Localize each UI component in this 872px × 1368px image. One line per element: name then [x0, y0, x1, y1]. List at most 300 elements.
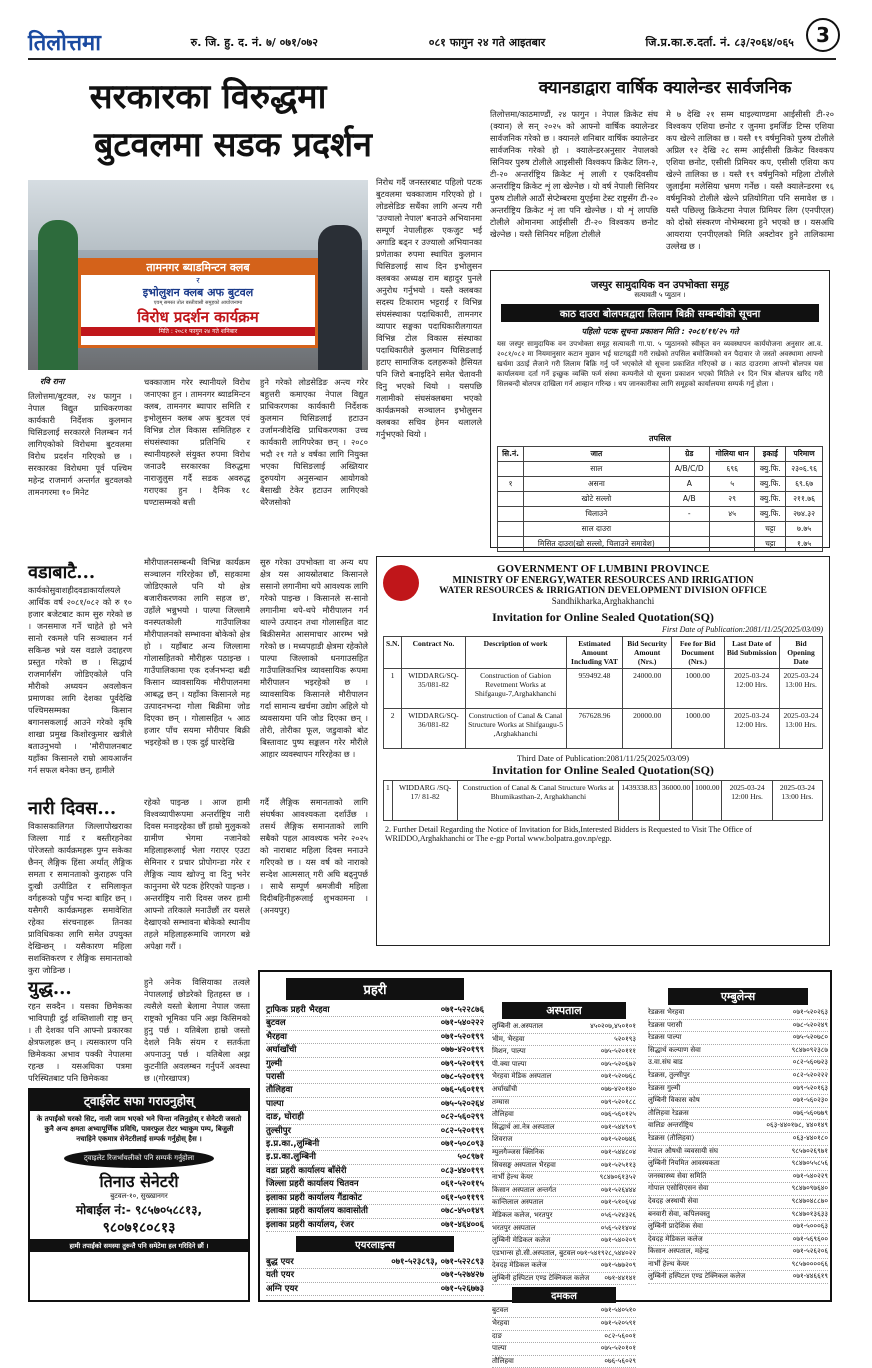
entry-name: तुल्सीपुर: [266, 1125, 292, 1136]
entry-phone: ०७१-५४१९२८,५४४०२२: [576, 1248, 636, 1257]
entry-name: अर्घाखाँची: [492, 1084, 518, 1093]
directory-entry: [648, 1259, 828, 1272]
entry-phone: ०८२-५६०७२३: [792, 1058, 828, 1067]
forest-table-header: ग्रेड: [669, 447, 709, 462]
forest-table-cell: मिसित दाउरा(खो सल्लो, चिलाउने समावेश): [524, 537, 669, 552]
entry-phone: ०५६-५२४३२६: [600, 1210, 636, 1219]
entry-name: रेडक्रस परासी: [648, 1020, 683, 1029]
table-row: [384, 781, 823, 821]
main-article-col4: निरोध गर्दै जनस्तरबाट पहिलो पटक बुटवलमा चक्काजाम गरिएको हो । लोडसेडिङ सधैंका लागि अन्त्य गरी 'उज्यालो नेपाल' बनाउने अभियानमा सम्पूर्ण नेपालीहरू एकजुट भई अगाडि बढ्न र उज्यालो अभियानका प्रणेताका रुपमा स्थापित कुलमान घिसिङलाई साथ दिन इभोलुसन क्लबका अध्यक्ष राम बहादुर पुनले अनुरोध गर्नुभयो । यस्तै क्लबका सदस्य टिकाराम भट्टराई र विभिन्न संघसंस्थाका पदाधिकारी, तामनगर व्यापार सङ्घका पदाधिकारीलगायत विभिन्न टोल विकास संस्थाका पदाधिकारीले कुलमान घिसिङलाई हटाए सामाजिक दलहरूको हैसियत पनि जिरो बनाइदिने समेत चेतावनी दिनु भएको थियो । यसपछि गलामीको संघसंक्लबमा भएको कार्यक्रमको सञ्चालन इभोलुसन क्लबका सचिव हेमन थलालले गर्नुभएको थियो ।: [376, 177, 482, 439]
tender-table-cell: 20000.00: [623, 709, 671, 749]
yuddha-col2: हुने अनेक विसियाका तत्वले नेपाललाई छोडरेको हितहस्त छ । त्यसैले यस्तो बेलामा नेपाल जस्ता राष्ट्रको भूमिका पनि अझ किसिमको हुनु पर्छ । यतिबेला हाम्रो जस्तो देशले निकै संयम र सतर्कता अपनाउनु पर्छ । यतिबेला अझ कुटनीति अवलम्बन गर्नुपर्ने अवस्था छ ।(गोरखापत्र): [144, 977, 250, 1083]
entry-name: गोपाल एसोसिएसन सेवा: [648, 1184, 709, 1193]
directory-entry: [266, 1165, 484, 1178]
directory-entry: [648, 1108, 828, 1121]
entry-phone: ०७१-५४०२२२: [440, 1018, 484, 1029]
entry-name: परासी: [266, 1072, 285, 1083]
directory-entry: [492, 1248, 636, 1261]
entry-name: दाङ, घोराही: [266, 1112, 304, 1123]
directory-entry: [492, 1021, 636, 1034]
forest-table-cell: A/B: [669, 492, 709, 507]
forest-table-cell: A: [669, 477, 709, 492]
entry-name: भरतपुर अस्पताल: [492, 1223, 536, 1232]
directory-entry: [266, 1178, 484, 1191]
main-headline-line1: सरकारका विरुद्धमा: [89, 77, 327, 117]
entry-name: बुटवल: [266, 1018, 286, 1029]
entry-phone: ९८५७००००६६: [791, 1259, 828, 1268]
entry-name: लुम्बिनी नियमित आवस्यकता: [648, 1159, 720, 1168]
entry-phone: ९८४७०४८८७०: [791, 1196, 828, 1205]
directory-entry: [492, 1260, 636, 1273]
forest-table-cell: -: [669, 507, 709, 522]
entry-phone: ०७१-५१०६५४: [600, 1198, 636, 1207]
directory-entry: [492, 1223, 636, 1236]
tender-table-cell: WIDDARG/SQ-35/081-82: [402, 669, 465, 709]
damkal-title: दमकल: [512, 1287, 616, 1303]
entry-phone: ०७८-५२०१९९: [440, 1072, 484, 1083]
directory-entry: [266, 1125, 484, 1138]
forest-table-cell: क्यु.फि.: [755, 462, 786, 477]
tender-table-cell: WIDDARG/SQ-36/081-82: [402, 709, 465, 749]
entry-name: दाङ: [492, 1331, 502, 1340]
directory-entry: [266, 1058, 484, 1071]
entry-phone: ०७१-५२३८९३, ०७१-५२२८९३: [391, 1256, 484, 1267]
entry-name: लुम्बिनी हस्पिटल एण्ड टेक्निकल कलेज: [648, 1272, 746, 1281]
tender-table-cell: 2025-03-24 13:00 Hrs.: [772, 781, 822, 821]
directory-entry: [648, 1183, 828, 1196]
forest-table-header: परिमाण: [786, 447, 823, 462]
ad-mobile-2: ९८०७१८०८१३: [102, 1220, 176, 1236]
forest-table-header: इकाई: [755, 447, 786, 462]
forest-table-cell: [498, 522, 524, 537]
forest-table-cell: [710, 537, 755, 552]
entry-name: रेडक्रस, तुल्सीपुर: [648, 1070, 690, 1079]
directory-entry: [648, 1209, 828, 1222]
yuddha-col1: रहन सक्दैन । यसका छिमेकका भाविपाही दुई शक्तिशाली राष्ट्र छन् । ती देशका पनि आफ्नो प्रकारका क्षेत्रफलहरू छन् । त्यसकारण पनि छिमेकका अभाव पक्की नेपालमा रहन्छ । यसअघिका पत्रमा परिस्थितबाट पनि छिमेकका: [28, 1001, 132, 1083]
notice-org: जस्पुर सामुदायिक वन उपभोक्ता समूह: [591, 280, 729, 291]
entry-phone: ०५६-५२१४०४: [600, 1223, 636, 1232]
directory-entry: [492, 1273, 636, 1286]
entry-phone: ०७१-५२०२६३: [792, 1008, 828, 1016]
ward-col2: मौरीपालनसम्बन्धी विभिन्न कार्यक्रम सञ्चालन गरिरहेका छौं, सहकामा जोडिएकाले पनि यो क्षेत्र बजारीकरणका लागि सहज छ', उहाँले भन्नुभयो । पाल्पा जिल्लामै वनस्पतकोली गाउँपालिका मौरीपालनको सम्भावना बोकेको क्षेत्र हो । यहाँबाट अन्य जिल्लामा गोलासहितको मौरीहरू पठाइन्छ । गाउँपालिकामा एक दर्जनभन्दा बढी किसान व्यावसायिक मौरीपालनमा आबद्ध छन् । यहाँका किसानले मह उत्पादनभन्दा गोला बिक्रीमा जोड दिएका छन् । गोलासहित ५ आठ हजार पाँच सयमा मौरीपार बिक्री भइरहेको छ । एक दुई घारदेखि: [144, 557, 250, 747]
entry-name: भैरहवा: [492, 1319, 510, 1328]
directory-entry: [266, 1151, 484, 1164]
main-headline-line2: बुटवलमा सडक प्रदर्शन: [94, 125, 372, 165]
forest-table-cell: चट्टा: [755, 522, 786, 537]
entry-phone: ०७५-५२०७८०: [792, 1033, 828, 1042]
entry-name: किसान अस्पताल, महेन्द्र: [648, 1247, 709, 1256]
directory-entry: [648, 1095, 828, 1108]
nari-col3: गर्दै लैङ्गिक समानताको लागि संघर्षका आवश्यकता दर्शाउँछ । तसर्थ लैङ्गिक समानताको लागि सबैको पहल आवश्यक भनेर २०२५ को नाराबाट महिला दिवस मनाउने गरिएको छ । यस वर्ष को नाराको सन्देश आत्मसात् गरी अघि बढ्नुपर्छ । साथै सम्पूर्ण श्रमजीवी महिला दिदीबहिनीहरूलाई शुभकामना ।(अनयपुर): [260, 797, 368, 915]
entry-name: बनवारी सेवा, कपिलवस्तु: [648, 1209, 710, 1218]
entry-phone: ०७१-५७७२०९: [600, 1261, 636, 1270]
entry-name: बुद्ध एयर: [266, 1256, 294, 1267]
directory-entry: [492, 1305, 636, 1318]
tender-table-cell: 2025-03-24 13:00 Hrs.: [779, 669, 822, 709]
tender-title-2: Invitation for Online Sealed Quotation(SQ): [492, 763, 714, 777]
entry-phone: ०७८-४५०१४९: [440, 1206, 484, 1217]
entry-phone: ०७१-४४६६१९: [792, 1272, 828, 1281]
tender-table-cell: 36000.00: [659, 781, 692, 821]
forest-table-cell: १: [498, 477, 524, 492]
hospital-column: [492, 1002, 636, 1368]
entry-phone: ०७६-५६०११९: [440, 1085, 484, 1096]
entry-name: लुम्बिनी हस्पिटल एण्ड टेक्निकल कलेज: [492, 1273, 590, 1282]
entry-name: इलाका प्रहरी कार्यालय गैंडाकोट: [266, 1192, 362, 1203]
entry-phone: ९८४७०१३६३३: [791, 1209, 828, 1218]
directory-entry: [648, 1020, 828, 1033]
cricket-headline: क्यानडाद्वारा वार्षिक क्यालेन्डर सार्वजनिक: [538, 78, 792, 98]
entry-name: नार्भी हेल्थ केयर: [492, 1173, 533, 1182]
entry-phone: ०७१-५४०५१०: [600, 1306, 636, 1315]
entry-phone: ०७१-५२०१९९: [440, 1031, 484, 1042]
tender-table-1: [383, 636, 823, 749]
notice-tapsil: तपसिल: [648, 434, 671, 443]
entry-phone: ०७१-५४०२२९: [792, 1171, 828, 1180]
entry-phone: ९८४७०६१३५२: [599, 1173, 636, 1182]
entry-phone: ०७९-५२०१९९: [440, 1058, 484, 1069]
entry-phone: ४५०२०७,४५०१०१: [590, 1022, 636, 1030]
registration-number: रु. जि. हु. द. नं. ७/ ०७१/०७२: [190, 35, 318, 49]
entry-phone: ०६१-५२०११५: [440, 1179, 484, 1190]
entry-phone: ०७१-५४०२०९: [600, 1236, 636, 1245]
directory-entry: [492, 1084, 636, 1097]
tender-table-header: Estimated Amount Including VAT: [566, 637, 623, 669]
forest-notice: [490, 270, 830, 548]
tender-table-cell: 1000.00: [693, 781, 722, 821]
directory-entry: [648, 1221, 828, 1234]
forest-table-cell: क्यु.फि.: [755, 477, 786, 492]
entry-name: इ.प्र.का.लुम्बिनी: [266, 1152, 316, 1163]
directory-entry: [492, 1343, 636, 1356]
entry-name: पाल्पा: [266, 1098, 284, 1109]
entry-name: तौलिहवा: [492, 1356, 514, 1365]
entry-name: एडभान्स हो.सी.अस्पताल, बुटवल: [492, 1248, 576, 1257]
byline: रवि राना: [40, 377, 65, 386]
ad-address: बुटवल-१०, सुख्खानगर: [110, 1192, 168, 1200]
tender-pub1: First Date of Publication:2081/11/25(2025/03/09): [662, 625, 823, 634]
entry-name: म्युलगैञ्जस क्लिनिक: [492, 1147, 545, 1156]
entry-name: किसान अस्पताल अन्तर्गत: [492, 1185, 557, 1194]
entry-phone: ०७१-५२०७६८: [600, 1072, 636, 1081]
entry-phone: ०७९-५२०१६३: [792, 1083, 828, 1092]
directory-entry: [648, 1196, 828, 1209]
entry-name: तम्घास: [492, 1097, 510, 1106]
entry-name: रेडक्रस (तौलिहवा): [648, 1133, 695, 1142]
forest-table-cell: २११.७६: [786, 492, 823, 507]
sanitary-advertisement: [28, 1088, 250, 1302]
ambulance-column: [648, 988, 828, 1284]
tender-office: WATER RESOURCES & IRRIGATION DEVELOPMENT DIVISION OFFICE: [439, 586, 767, 596]
forest-table-cell: ७.७५: [786, 522, 823, 537]
entry-name: यती एयर: [266, 1270, 295, 1281]
entry-phone: ०७९-५२०१८८: [600, 1097, 636, 1106]
entry-name: तौलिहवा रेडक्रस: [648, 1108, 689, 1117]
tender-ministry: MINISTRY OF ENERGY,WATER RESOURCES AND IRRIGATION: [452, 575, 754, 586]
directory-entry: [648, 1070, 828, 1083]
yuddha-section-title: युद्ध...: [28, 978, 72, 999]
tender-table-cell: 1000.00: [671, 669, 724, 709]
cricket-col1: तिलोत्तमा/काठमाण्डौं, २४ फागुन । नेपाल क्रिकेट संघ (क्यान) ले सन् २०२५ को आफ्नो वार्षिक क्यालेन्डर सार्वजनिक गरेको छ । क्यानले शनिबार वार्षिक क्यालेन्डर सार्वजनिक गरेको हो । क्यालेन्डरअनुसार नेपालको सिनियर पुरुष टोलीले आइसीसी विश्वकप क्रिकेट लिग-२, टी-२० अन्तर्राष्ट्रिय क्रिकेट शृं लाली र एकदिवसीय अन्तर्राष्ट्रिय क्रिकेट शृं ला खेल्नेछ । यो वर्ष नेपाली सिनियर पुरुष टोलीले आठौं सेप्टेम्बरमा युएईमा टेस्ट राष्ट्रसँग टी-२० अन्तर्राष्ट्रिय क्रिकेट शृं ला पनि खेल्नेछ । यो शृं लापछि टोलीले ओमानमा आईसीसी टी-२० विश्वकप छनोट खेल्नेछ । यस्तै सिनियर महिला टोलीले: [490, 109, 658, 239]
forest-table-cell: [669, 537, 709, 552]
forest-table-cell: [498, 507, 524, 522]
forest-table-cell: चिलाउने: [524, 507, 669, 522]
directory-entry: [492, 1160, 636, 1173]
entry-name: पी.क्या पाल्पा: [492, 1059, 527, 1068]
main-article-col1: तिलोत्तमा/बुटवल, २४ फागुन । नेपाल विद्युत प्राधिकरणका कार्यकारी निर्देशक कुलमान घिसिङलाई सरकारले निलम्बन गर्न लागिएकोको विरोधमा बुटवलमा विरोध प्रदर्शन गरिएको छ । सरकारका विरोधमा पूर्व पश्चिम महेन्द्र राजमार्ग अन्तर्गत बुटवलको तामनगरमा १० मिनेट: [28, 391, 132, 497]
entry-name: सिवसङ्घ अस्पताल भैरहवा: [492, 1160, 556, 1169]
ambulance-title: एम्बुलेन्स: [668, 988, 808, 1005]
entry-phone: ०७५-५२०२६४: [440, 1098, 484, 1109]
tender-table-cell: 24000.00: [623, 669, 671, 709]
directory-entry: [492, 1147, 636, 1160]
issue-date: ०८१ फागुन २४ गते आइतबार: [428, 35, 546, 49]
cricket-col2: मे ७ देखि २१ सम्म थाइल्याण्डमा आईसीसी टी-२० विश्वकप एशिया छनोट र जुनमा इमर्जिङ टिम्स एशिया कप खेल्ने तालिका छ । यस्तै १९ वर्षमुनिको पुरुष टोलीले अप्रिल १२ देखि २८ सम्म आईसीसी क्रिकेट विश्वकप एशिया छनोट, एसीसी प्रिमियर कप, एसीसी एशिया कप खेल्ने तालिका छ । यस्तै १९ वर्षमुनिको महिला टोलीले जुलाईमा मलेसिया भ्रमण गर्नेछ । यस्तै क्यालेन्डरमा १६ वर्षमुनिको टोलीले खेल्ने प्रतियोगिता पनि समावेश छ । यस्तै पछिल्लु क्रिकेटमा नेपाल प्रिमियर लिग (एनपीएल) को दोस्रो संस्करण नोभेम्बरमा हुने भएको छ । यसअघि आयराया एनपीएलको मिति अक्टोवर हुने तालिकामा उल्लेख छ ।: [666, 109, 834, 251]
forest-table-cell: [498, 462, 524, 477]
entry-phone: ०७१-५६०२३०: [792, 1096, 828, 1105]
directory-entry: [648, 1146, 828, 1159]
tender-table-cell: 767628.96: [566, 709, 623, 749]
entry-name: तौलिहवा: [266, 1085, 293, 1096]
entry-name: जनस्वास्थ्य सेवा समिति: [648, 1171, 707, 1180]
entry-name: पाल्पा: [492, 1344, 507, 1353]
forest-table-cell: क्यु.फि.: [755, 492, 786, 507]
directory-entry: [266, 1138, 484, 1151]
directory-entry: [648, 1057, 828, 1070]
tender-table-cell: 2025-03-24 13:00 Hrs.: [779, 709, 822, 749]
forest-table-cell: खोटे सल्लो: [524, 492, 669, 507]
entry-phone: ०७१-५४४९०९: [600, 1122, 636, 1131]
directory-entry: [492, 1318, 636, 1331]
entry-name: इलाका प्रहरी कार्यालय कावासोती: [266, 1206, 368, 1217]
tender-note: 2. Further Detail Regarding the Notice of Invitation for Bids,Interested Bidders is Requested to Visit The Office of WRIDDO,Arghakhanchi or The e-gp Portal www.bolpatra.gov.np/egp.: [385, 825, 752, 843]
entry-name: भैरहवा: [266, 1031, 287, 1042]
entry-name: ट्राफिक प्रहरी भैरहवा: [266, 1005, 330, 1015]
entry-name: अर्घाखाँची: [266, 1045, 297, 1056]
directory-entry: [266, 1004, 484, 1017]
forest-table-header: सि.नं.: [498, 447, 524, 462]
forest-table-cell: A/B/C/D: [669, 462, 709, 477]
entry-name: इ.प्र.का.,लुम्बिनी: [266, 1139, 320, 1150]
tender-table-header: Bid Security Amount (Nrs.): [623, 637, 671, 669]
tender-table-header: Bid Opening Date: [779, 637, 822, 669]
directory-entry: [648, 1083, 828, 1096]
page-number: 3: [806, 18, 840, 52]
directory-entry: [266, 1098, 484, 1111]
entry-phone: ०७१-५२०७४६: [600, 1135, 636, 1144]
tender-table-cell: Construction of Canal & Canal Structure Works at Shifgaugu-5 ,Arghakhanchi: [465, 709, 566, 749]
entry-phone: ०७१-५०८०९३: [440, 1139, 484, 1150]
entry-name: जिल्ला प्रहरी कार्यालय चितवन: [266, 1179, 359, 1190]
entry-name: मिशन, पाल्पा: [492, 1047, 526, 1056]
nari-col1: विकासकालिगत जिल्लापोखराका जिल्ला गार्ड र बस्तीरहनेका पोरेजस्तो कार्यक्रमहरू पुग्न सकेका छैनन् लैङ्गिक हिंसा अर्थात् लैङ्गिक समता र समानताको कुराहरू पनि दुःखी उत्पीडित र समिलाकृत वर्गहरूको पहुँच भन्दा बाहिर छन् । यसैगरी कार्यक्रमहरू समावेशित रहेका संरचनाहरू तिनका प्राविधिकका लागि समेत उपयुक्त देखिन्छन् । यसैकारण महिला सशक्तिकरण र लैङ्गिक समानताको कुरा जोडिन्छ ।: [28, 821, 132, 975]
entry-phone: ०७१-४६४००६: [440, 1219, 484, 1230]
entry-phone: ०७६-५६०१२५: [600, 1110, 636, 1119]
entry-phone: ०७१-५२२८७६: [440, 1005, 484, 1015]
entry-phone: ०७१-५०००६३: [792, 1222, 828, 1231]
directory-entry: [648, 1246, 828, 1259]
tender-table-header: Description of work: [465, 637, 566, 669]
entry-phone: ०७१-४४१४१: [604, 1273, 636, 1282]
tender-gov: GOVERNMENT OF LUMBINI PROVINCE: [496, 563, 710, 575]
forest-table-cell: साल: [524, 462, 669, 477]
entry-phone: ०६३-४४०१८०: [792, 1133, 828, 1142]
directory-entry: [266, 1084, 484, 1097]
forest-table-cell: ४५: [710, 507, 755, 522]
tender-place: Sandhikharka,Arghakhanchi: [551, 596, 655, 606]
tender-table-cell: WIDDARG /SQ-17/ 81-82: [392, 781, 458, 821]
forest-table-cell: [498, 537, 524, 552]
forest-table-header: गोलिया थान: [710, 447, 755, 462]
airline-title: एयरलाइन्स: [296, 1236, 454, 1252]
entry-name: इलाका प्रहरी कार्यालय, रंजर: [266, 1219, 354, 1230]
table-row: [384, 709, 823, 749]
table-row: [498, 492, 823, 507]
ward-col1: कार्यकोसुवाशहीदवडाकार्यालयले आर्थिक वर्ष २०८१/०८२ को रु १० हजार बजेटबाट काम सुरु गरेको छ । जनसमाज गर्ने चाहेते हो भने सानो रकमले पनि सञ्चालन गर्न सकिन्छ भन्ने यस वडाले उदाहरण प्रस्तुत गरेको छ । सिद्धार्थ राजमार्गसँग जोडिएकोले पनि मौरीको अध्ययन अवलोकन प्रमाणका लागि देशका पूर्वदेखि पश्चिमसम्मका किसान बगानसकलाई आउने गरेको कृषि शाखा प्रमुख किशोरकुमार खत्रीले बताउनुभयो । 'मौरीपालनबाट यहाँका किसानले राम्रो आयआर्जन गर्न सफल बनेका छन्, हामीले: [28, 585, 132, 775]
entry-name: रेडक्रस पाल्पा: [648, 1033, 682, 1042]
directory-entry: [492, 1197, 636, 1210]
notice-body: यस जस्पुर सामुदायिक वन उपभोक्ता समूह सत्यावती गा.पा. ५ प्युठानको स्वीकृत वन व्यवस्थापन कार्ययोजना अनुसार आ.व. २०८१/०८२ मा नियमानुसार कटान मुछान भई घाटगढ्डी गरी राखेको तपसिल बमोजिमको वन पैदावार जे जस्तो अवस्थामा आफ्नो खर्चमा उठाई लैजाने गरी लिलाम बिक्रि गर्नु पर्ने भएकोले यो सूचना प्रकाशित गरिएको छ । काठ दाउरामा आफ्नो बोलपत्र यस कार्यालयमा दर्ता गर्ने इच्छुक व्यक्ति फर्म संस्था कम्पनीले यो सूचना प्रकाशन भएको मितिले २१ दिन भित्र बोलपत्र खरिद गरी सिलबन्दी बोलपत्र दाखिला गर्न आव्हान गरिन्छ । थप जानकारीका लागि समूहको कार्यालयमा सम्पर्क गर्नु होला ।: [497, 340, 823, 388]
directory-entry: [492, 1210, 636, 1223]
entry-name: तौलिहवा: [492, 1110, 514, 1119]
directory-entry: [648, 1007, 828, 1020]
forest-table-cell: असना: [524, 477, 669, 492]
tender-table-cell: 2025-03-24 12:00 Hrs.: [724, 669, 779, 709]
directory-entry: [266, 1256, 484, 1269]
forest-table-cell: ६९.६७: [786, 477, 823, 492]
ad-oval: ट्वाइलेट रिजर्भायलीको पनि सम्पर्क गर्नुहोला: [64, 1149, 214, 1168]
directory-entry: [492, 1331, 636, 1344]
entry-phone: ९८४७०९२३८७: [791, 1045, 828, 1054]
entry-phone: ०७८-५२०२४९: [792, 1020, 828, 1029]
tender-table-header: S.N.: [384, 637, 402, 669]
entry-name: देवदह अस्थायी सेवा: [648, 1196, 699, 1205]
entry-phone: ९८४७०९७६४०: [791, 1184, 828, 1193]
ward-col3: सुरु गरेका उपभोक्ता वा अन्य थप क्षेत्र यस आयस्रोतबाट किसानले ससानो लगानीमा थपे आवश्यक लागि गरेको पाइन्छ । किसानले स-सानो लगानीमा थपे-थपे मौरीपालन गर्न थाल्ने उत्पादन तथा गोलासहित वाट बिक्रीसमेत आसमाचार आरम्भ भन्ने गरेको छ । मध्यपहाडी क्षेत्रमा रहेकोले पाल्पा जिल्लाको धनगाउसहित गाउँपालिकाभित्र व्यावसायिक रूपमा मौरीपालन भइरहेको छ । व्यावसायिक किसानले मौरीपालन गर्दा सामान्य खर्चमा उद्योग अहिले यो व्यवसायमा पनि जोड दिएका छन् । तोरी, तोरीका फूल, जडुवाको बोट बिस्तावाट पुष्प सङ्कलन गरेर मौरीले आहार व्यवस्थापन गरिरहेका छ ।: [260, 557, 368, 759]
notice-first-date: पहिलो पटक सूचना प्रकाशन मिति : २०८१/११/२५ गते: [581, 327, 739, 336]
entry-phone: ९८४७०५५८५६: [791, 1159, 828, 1168]
directory-entry: [492, 1134, 636, 1147]
newspaper-logo: तिलोत्तमा: [28, 30, 101, 56]
entry-phone: ०७१-५४४८०४: [600, 1147, 636, 1156]
entry-phone: ०८२-५६०२९९: [440, 1112, 484, 1123]
entry-name: वालिङ अन्तर्राष्ट्रिय: [648, 1121, 694, 1130]
entry-phone: ०८२-५६००१: [604, 1331, 636, 1340]
forest-table-cell: ५: [710, 477, 755, 492]
directory-entry: [492, 1097, 636, 1110]
directory-entry: [648, 1133, 828, 1146]
tender-table-cell: 2: [384, 709, 402, 749]
entry-phone: ०७७-४२०१४०: [600, 1084, 636, 1093]
nari-section-title: नारी दिवस...: [28, 798, 117, 819]
directory-entry: [266, 1205, 484, 1218]
entry-name: लुम्बिनी मेडिकल कलेज: [492, 1236, 551, 1245]
entry-phone: ५०८९७१: [457, 1152, 484, 1163]
forest-table-cell: २९: [710, 492, 755, 507]
directory-entry: [492, 1034, 636, 1047]
forest-table-cell: ६९६: [710, 462, 755, 477]
ad-company-name: तिनाउ सेनेटरी: [99, 1172, 179, 1191]
entry-phone: ०८२-५२०१९९: [440, 1125, 484, 1136]
tender-table-cell: Construction of Gabion Revetment Works at Shifgaugu-7,Arghakhanchi: [465, 669, 566, 709]
directory-entry: [492, 1046, 636, 1059]
protest-banner: तामनगर ब्याडमिन्टन क्लब र इभोलुशन क्लब अफ बुटवल एवम् समस्त तोल बस्तीवासी समुहको आयोजनामा विरोध प्रदर्शन कार्यक्रम मिति : २०८१ फागुन २४ गते शनिबार: [78, 258, 318, 348]
table-row: [498, 477, 823, 492]
directory-entry: [492, 1071, 636, 1084]
entry-name: कान्तिलाल अस्पताल: [492, 1198, 544, 1207]
entry-phone: ०७१-५६९६००: [792, 1234, 828, 1243]
entry-phone: ०७६-५६०२९: [604, 1356, 636, 1365]
forest-table: [497, 446, 823, 552]
entry-phone: ०७१-५२०५९१: [600, 1319, 636, 1328]
entry-name: मेडिकल कलेज, भरतपुर: [492, 1210, 553, 1219]
directory-entry: [492, 1185, 636, 1198]
ad-mobile: मोबाईल नं:- ९८५७०५८८१३,: [75, 1203, 203, 1217]
entry-name: लुम्बिनी विकास कोष: [648, 1096, 700, 1105]
entry-phone: ०७५-५२०१०१: [600, 1344, 636, 1353]
notice-address: सत्यावती ५ प्युठान ।: [634, 291, 686, 299]
entry-name: देवदह मेडिकल कलेज: [492, 1261, 547, 1270]
entry-phone: ०६१-५०११९९: [440, 1192, 484, 1203]
directory-entry: [266, 1111, 484, 1124]
entry-phone: ०६३-४४०१७८, ४४०१४९: [766, 1121, 828, 1130]
directory-entry: [648, 1045, 828, 1058]
tender-table-cell: 2025-03-24 12:00 Hrs.: [722, 781, 772, 821]
directory-entry: [266, 1017, 484, 1030]
directory-entry: [266, 1192, 484, 1205]
entry-name: अग्नि एयर: [266, 1283, 298, 1294]
forest-table-cell: १.७५: [786, 537, 823, 552]
directory-entry: [266, 1283, 484, 1296]
main-article-col3: हुने गरेको लोडसेडिङ अन्त्य गरेर बहुत्तरी कमाएका नेपाल विद्युत प्राधिकरणका कार्यकारी निर्देशक कुलमान घिसिङलाई हटाउन उर्जामन्त्रीदेखि प्राधिकरणका उच्च कार्यकारी लागिपरेका छन् । २०८० भदौ २१ गते ४ वर्षका लागि नियुक्त भएका घिसिङलाई अख्तियार दुरुपयोग अनुसन्धान आयोगको बैसाखी टेकेर हटाउन लागिएको धेरैजसोको: [260, 377, 368, 507]
directory-entry: [492, 1122, 636, 1135]
ad-headline: ट्वाईलेट सफा गराउनुहोस्: [30, 1090, 248, 1111]
forest-table-cell: चट्टा: [755, 537, 786, 552]
entry-phone: ०७१-५२६७७३: [440, 1283, 484, 1294]
forest-table-cell: क्यु.फि.: [755, 507, 786, 522]
entry-name: रेडक्रस गुल्मी: [648, 1083, 681, 1092]
forest-table-header: जात: [524, 447, 669, 462]
prahari-column: [266, 978, 484, 1296]
entry-phone: ०८३-४४०१९९: [440, 1165, 484, 1176]
tender-table-cell: 1000.00: [671, 709, 724, 749]
directory-entry: [266, 1219, 484, 1232]
directory-entry: [648, 1158, 828, 1171]
entry-phone: ०७१-५२७४२७: [440, 1270, 484, 1281]
entry-name: नेपाल औषधी व्यवसायी संघ: [648, 1146, 719, 1155]
entry-phone: ०७५-५२०६७२: [600, 1059, 636, 1068]
entry-name: भीम, भैरहवा: [492, 1034, 525, 1043]
entry-name: नार्भी हेल्थ केयर: [648, 1259, 689, 1268]
entry-name: बुटवल: [492, 1306, 509, 1315]
directory-entry: [492, 1356, 636, 1368]
directory-box: [258, 970, 832, 1365]
tender-pub3: Third Date of Publication:2081/11/25(2025/03/09): [516, 753, 690, 763]
tender-table-header: Contract No.: [402, 637, 465, 669]
government-emblem-icon: [383, 565, 419, 601]
table-row: [498, 462, 823, 477]
hospital-title: अस्पताल: [502, 1002, 626, 1019]
entry-name: शिवराज: [492, 1135, 513, 1144]
tender-title: Invitation for Online Sealed Quotation(SQ): [492, 610, 714, 624]
tender-table-2: [383, 780, 823, 821]
tender-table-cell: 1: [384, 781, 393, 821]
directory-entry: [648, 1234, 828, 1247]
entry-phone: ०७६-५६०७७९: [792, 1108, 828, 1117]
tender-table-cell: 1: [384, 669, 402, 709]
entry-phone: ५२०१९३: [614, 1034, 636, 1043]
ward-section-title: वडाबाटै...: [28, 562, 96, 583]
